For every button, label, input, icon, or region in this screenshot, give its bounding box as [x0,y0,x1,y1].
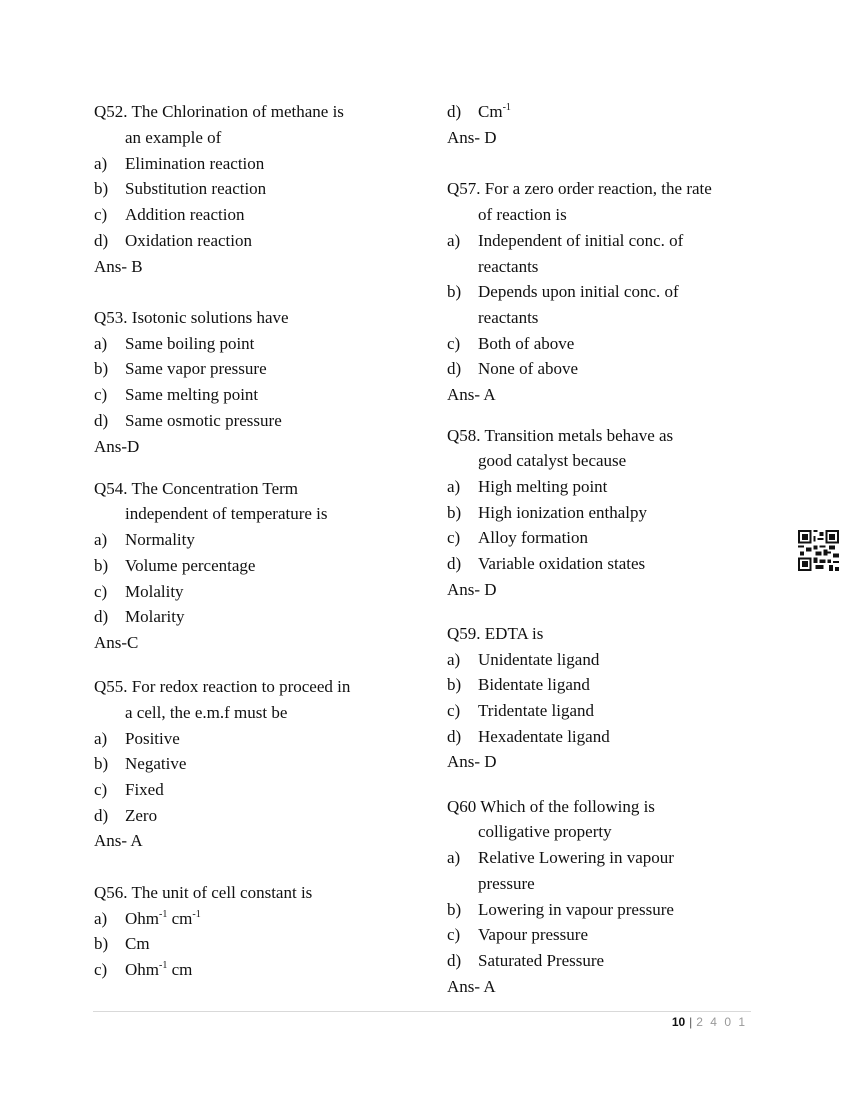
option: c) Same melting point [94,385,259,404]
option: d) Same osmotic pressure [94,411,282,430]
question-stem: Q53. Isotonic solutions have [94,308,289,327]
option: c) Vapour pressure [447,925,588,944]
option: d) Zero [94,806,158,825]
option: d) Oxidation reaction [94,231,252,250]
question-stem: of reaction is [478,205,567,224]
option: d) Variable oxidation states [447,554,646,573]
option: c) Fixed [94,780,164,799]
option: a) Normality [94,530,195,549]
option: b) Depends upon initial conc. of [447,282,679,301]
option: c) Addition reaction [94,205,245,224]
option: a) Unidentate ligand [447,650,600,669]
option: c) Both of above [447,334,575,353]
footer-divider [93,1011,751,1012]
option-continuation: reactants [478,257,539,276]
qr-code-icon [798,530,839,571]
option: c) Alloy formation [447,528,589,547]
option: a) Positive [94,729,180,748]
option: c) Tridentate ligand [447,701,594,720]
option: b) Bidentate ligand [447,675,590,694]
option: d) Hexadentate ligand [447,727,610,746]
option: d) Saturated Pressure [447,951,605,970]
option: a) Independent of initial conc. of [447,231,684,250]
question-stem: an example of [125,128,222,147]
question-stem: a cell, the e.m.f must be [125,703,288,722]
option: b) Negative [94,754,187,773]
answer: Ans- D [447,752,497,771]
answer: Ans- A [94,831,143,850]
answer: Ans- A [447,977,496,996]
question-stem: Q56. The unit of cell constant is [94,883,313,902]
answer: Ans- D [447,580,497,599]
question-stem: Q52. The Chlorination of methane is [94,102,344,121]
option: a) Relative Lowering in vapour [447,848,674,867]
option: d) None of above [447,359,579,378]
page-number: 10 [671,1015,686,1029]
answer: Ans-C [94,633,139,652]
option: b) Cm [94,934,150,953]
option-continuation: pressure [478,874,535,893]
footer-separator: | [689,1015,693,1029]
footer-code: 2 4 0 1 [696,1015,747,1029]
page-footer [672,1014,747,1030]
option: b) Substitution reaction [94,179,267,198]
question-stem: Q58. Transition metals behave as [447,426,674,445]
option: b) Volume percentage [94,556,256,575]
answer: Ans- B [94,257,143,276]
question-stem: Q60 Which of the following is [447,797,655,816]
question-stem: Q57. For a zero order reaction, the rate [447,179,712,198]
option: b) Lowering in vapour pressure [447,900,674,919]
option: a) High melting point [447,477,608,496]
option: a) Ohm$^{-1}$ $cm^{-1}$ [94,909,201,928]
question-stem: colligative property [478,822,612,841]
question-stem: good catalyst because [478,451,627,470]
option-continuation: reactants [478,308,539,327]
option: b) High ionization enthalpy [447,503,648,522]
option: d) Molarity [94,607,185,626]
question-stem: Q54. The Concentration Term [94,479,299,498]
question-stem: Q55. For redox reaction to proceed in [94,677,351,696]
option: b) Same vapor pressure [94,359,267,378]
answer: Ans- A [447,385,496,404]
question-stem: independent of temperature is [125,504,328,523]
option: d) $Cm^{-1}$ [447,102,511,121]
option: a) Same boiling point [94,334,255,353]
option: c) Molality [94,582,184,601]
answer: Ans- D [447,128,497,147]
question-stem: Q59. EDTA is [447,624,544,643]
answer: Ans-D [94,437,140,456]
option: c) Ohm$^{-1}$ cm [94,960,193,979]
option: a) Elimination reaction [94,154,265,173]
